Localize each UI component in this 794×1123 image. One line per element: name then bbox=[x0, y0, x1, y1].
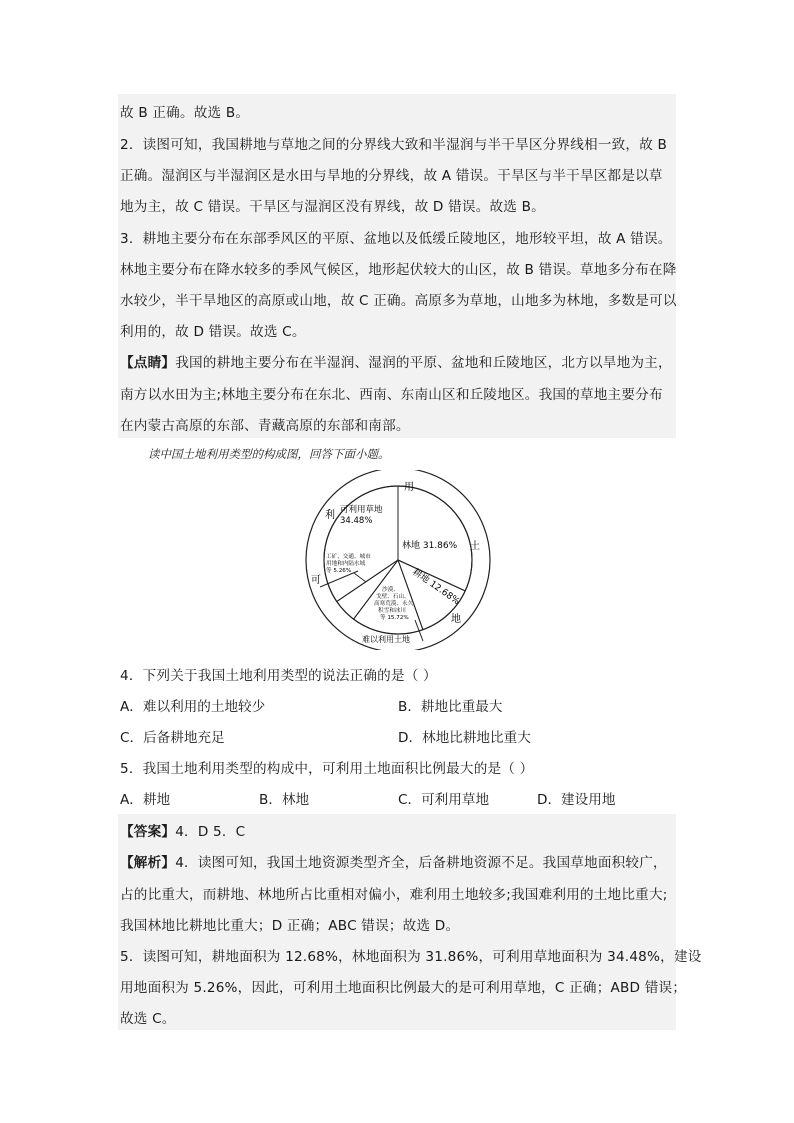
text-line: 正确。湿润区与半湿润区是水田与旱地的分界线，故 A 错误。干旱区与半干旱区都是以草 bbox=[120, 168, 663, 184]
analysis-line: 5．读图可知，耕地面积为 12.68%，林地面积为 31.86%，可利用草地面积为 34.48%，建设 bbox=[120, 949, 702, 965]
answer-text: 4．D 5．C bbox=[175, 824, 246, 840]
q4-option-b: B．耕地比重最大 bbox=[398, 699, 503, 715]
q4-option-c: C．后备耕地充足 bbox=[120, 730, 225, 746]
analysis-line: 用地面积为 5.26%，因此，可利用土地面积比例最大的是可利用草地，C 正确；ABD 错误； bbox=[120, 980, 687, 996]
q5-option-d: D．建设用地 bbox=[537, 792, 616, 808]
ring-char: 利 bbox=[325, 510, 335, 521]
answer-line bbox=[120, 823, 676, 841]
text-line: 3．耕地主要分布在东部季风区的平原、盆地以及低缓丘陵地区，地形较平坦，故 A 错误。 bbox=[120, 231, 672, 247]
slice-label-farmland: 耕地 12.68% bbox=[410, 567, 462, 608]
q5-option-a: A．耕地 bbox=[120, 792, 171, 808]
text-line: 林地主要分布在降水较多的季风气候区，地形起伏较大的山区，故 B 错误。草地多分布在降 bbox=[120, 262, 677, 278]
slice-label-forest: 林地 31.86% bbox=[402, 541, 458, 551]
question-intro: 读中国土地利用类型的构成图，回答下面小题。 bbox=[148, 447, 390, 461]
q5-option-c: C．可利用草地 bbox=[398, 792, 490, 808]
q5-option-b: B．林地 bbox=[259, 792, 310, 808]
ring-bottom-label: 难以利用土地 bbox=[362, 635, 410, 644]
text-line: 地为主，故 C 错误。干旱区与湿润区没有界线，故 D 错误。故选 B。 bbox=[120, 199, 545, 215]
analysis-label: 【解析】 bbox=[120, 855, 176, 871]
ring-char: 可 bbox=[311, 575, 321, 586]
question-4-stem: 4．下列关于我国土地利用类型的说法正确的是（ ） bbox=[120, 668, 437, 684]
tip-text: 我国的耕地主要分布在半湿润、湿润的平原、盆地和丘陵地区，北方以旱地为主， bbox=[175, 355, 672, 371]
slice-label-construction: 工矿、交通、城市 用地和内陆水域 等 5.26% bbox=[326, 554, 371, 574]
q4-option-d: D．林地比耕地比重大 bbox=[398, 730, 531, 746]
analysis-line: 故选 C。 bbox=[120, 1011, 176, 1027]
land-use-pie-chart bbox=[300, 470, 500, 650]
q4-option-a: A．难以利用的土地较少 bbox=[120, 699, 266, 715]
ring-char: 地 bbox=[451, 614, 461, 625]
text-line: 南方以水田为主;林地主要分布在东北、西南、东南山区和丘陵地区。我国的草地主要分布 bbox=[120, 387, 663, 403]
ring-char: 土 bbox=[470, 541, 480, 552]
text-line: 水较少，半干旱地区的高原或山地，故 C 正确。高原多为草地，山地多为林地，多数是可以 bbox=[120, 293, 677, 309]
analysis-text: 4．读图可知，我国土地资源类型齐全，后备耕地资源不足。我国草地面积较广， bbox=[175, 855, 667, 871]
text-line: 2．读图可知，我国耕地与草地之间的分界线大致和半湿润与半干旱区分界线相一致，故 B bbox=[120, 137, 668, 153]
analysis-line bbox=[120, 854, 676, 872]
analysis-line: 占的比重大，而耕地、林地所占比重相对偏小，难利用土地较多;我国难利用的土地比重大; bbox=[120, 887, 668, 903]
tip-line bbox=[120, 354, 676, 372]
tip-label: 【点睛】 bbox=[120, 355, 176, 371]
text-line: 利用的，故 D 错误。故选 C。 bbox=[120, 324, 306, 340]
text-line: 在内蒙古高原的东部、青藏高原的东部和南部。 bbox=[120, 418, 410, 434]
question-5-stem: 5．我国土地利用类型的构成中，可利用土地面积比例最大的是（ ） bbox=[120, 761, 534, 777]
text-line: 故 B 正确。故选 B。 bbox=[120, 105, 250, 121]
analysis-line: 我国林地比耕地比重大；D 正确；ABC 错误；故选 D。 bbox=[120, 918, 460, 934]
ring-char: 用 bbox=[404, 482, 414, 493]
slice-label-unusable: 沙漠、 戈壁、石山、 高寒荒漠、永久 积雪和冰川 等 15.72% bbox=[374, 587, 414, 621]
slice-label-grassland: 可利用草地 34.48% bbox=[340, 505, 383, 526]
answer-label: 【答案】 bbox=[120, 824, 176, 840]
